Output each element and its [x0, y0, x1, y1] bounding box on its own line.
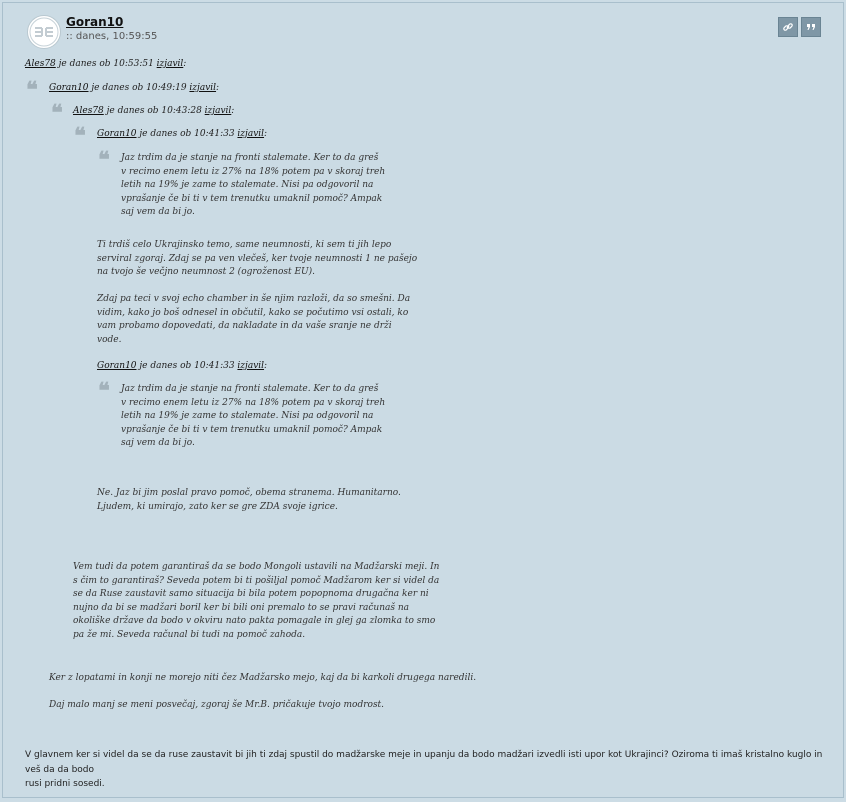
- quote-line: na tvojo še večjno neumnost 2 (ogroženost EU).: [97, 267, 316, 277]
- quote-line: pa že mi. Seveda računal bi tudi na pomoč zahoda.: [73, 629, 306, 640]
- citation-text: je danes ob 10:43:28: [103, 106, 205, 116]
- post-line: rusi pridni sosedi.: [25, 779, 105, 789]
- post-line: V glavnem ker si videl da se da ruse zaustavit bi jih ti zdaj spustil do madžarske meje in upanju da bodo madžari izvedli isti upor kot Ukrajinci? Oziroma ti imaš kristalno kuglo in veš da da bodo: [25, 750, 823, 775]
- quote-line: okoliške države da bodo v okviru nato pakta pomagale in glej ga zlomka to smo: [73, 616, 436, 626]
- post-body: [25, 748, 825, 792]
- citation-said-link[interactable]: izjavil: [156, 59, 184, 69]
- citation-said-link[interactable]: izjavil: [237, 129, 265, 139]
- quote-icon: [805, 21, 817, 33]
- quote-paragraph: [97, 239, 417, 280]
- quote-line: Ne. Jaz bi jim poslal pravo pomoč, obema stranema. Humanitarno.: [97, 488, 401, 498]
- link-icon: [782, 21, 794, 33]
- quote-author-link[interactable]: Goran10: [97, 361, 137, 371]
- quote-line: saj vem da bi jo.: [121, 207, 195, 217]
- quote-line: vam probamo dopovedati, da nakladate in da vaše sranje ne drži: [97, 321, 392, 331]
- citation-said-link[interactable]: izjavil: [204, 106, 232, 116]
- quote-line: vprašanje če bi ti v tem trenutku umaknil pomoč? Ampak: [121, 193, 383, 204]
- quote-button[interactable]: [801, 17, 821, 37]
- avatar-logo-icon: [29, 17, 59, 47]
- quote-line: Jaz trdim da je stanje na fronti stalemate. Ker to da greš: [121, 384, 379, 394]
- citation-colon: :: [216, 83, 220, 93]
- quote-body: [121, 383, 385, 451]
- quote-line: s čim to garantiraš? Seveda potem bi ti pošiljal pomoč Madžarom ker si videl da: [73, 575, 440, 586]
- quote-citation: [97, 361, 267, 371]
- forum-post: [2, 2, 844, 798]
- quote-author-link[interactable]: Goran10: [49, 83, 89, 93]
- quote-line: Vem tudi da potem garantiraš da se bodo Mongoli ustavili na Madžarski meji. In: [73, 562, 440, 572]
- quote-mark-icon: ❝: [26, 77, 38, 103]
- citation-colon: :: [183, 59, 187, 69]
- quote-line: Daj malo manj se meni posvečaj, zgoraj še Mr.B. pričakuje tvojo modrost.: [49, 700, 385, 710]
- quote-mark-icon: ❝: [51, 100, 63, 126]
- quote-line: vode.: [97, 334, 122, 345]
- quote-line: serviral zgoraj. Zdaj se pa ven vlečeš, ker tvoje neumnosti 1 ne pašejo: [97, 253, 418, 264]
- quote-body: [121, 152, 385, 220]
- quote-paragraph: [49, 672, 476, 686]
- citation-text: je danes ob 10:49:19: [88, 83, 190, 93]
- quote-line: nujno da bi se madžari boril ker bi bili oni premalo to se pravi računaš na: [73, 602, 410, 613]
- quote-line: se da Ruse zaustavit samo situacija bi bila potem popopnoma drugačna ker ni: [73, 589, 429, 599]
- quote-author-link[interactable]: Ales78: [25, 59, 56, 69]
- citation-text: je danes ob 10:41:33: [136, 129, 238, 139]
- quote-line: Ti trdiš celo Ukrajinsko temo, same neumnosti, ki sem ti jih lepo: [97, 240, 392, 250]
- avatar[interactable]: [27, 15, 61, 49]
- citation-colon: :: [264, 129, 268, 139]
- quote-line: saj vem da bi jo.: [121, 438, 195, 448]
- citation-colon: :: [264, 361, 268, 371]
- permalink-button[interactable]: [778, 17, 798, 37]
- citation-text: je danes ob 10:53:51: [55, 59, 157, 69]
- quote-citation: [97, 129, 267, 139]
- post-timestamp: :: danes, 10:59:55: [66, 31, 158, 42]
- quote-line: v recimo enem letu iz 27% na 18% potem pa v skoraj treh: [121, 166, 386, 177]
- quote-paragraph: [97, 487, 401, 514]
- quote-mark-icon: ❝: [98, 378, 110, 404]
- quote-mark-icon: ❝: [74, 123, 86, 149]
- quote-paragraph: [49, 699, 384, 713]
- quote-citation: [73, 106, 234, 116]
- citation-said-link[interactable]: izjavil: [237, 361, 265, 371]
- quote-author-link[interactable]: Ales78: [73, 106, 104, 116]
- citation-colon: :: [231, 106, 235, 116]
- quote-line: letih na 19% je zame to stalemate. Nisi pa odgovoril na: [121, 180, 374, 190]
- citation-said-link[interactable]: izjavil: [189, 83, 217, 93]
- citation-text: je danes ob 10:41:33: [136, 361, 238, 371]
- quote-line: Ljudem, ki umirajo, zato ker se gre ZDA svoje igrice.: [97, 501, 338, 512]
- quote-line: vidim, kako jo boš odnesel in občutil, kako se počutimo vsi ostali, ko: [97, 307, 409, 318]
- quote-line: letih na 19% je zame to stalemate. Nisi pa odgovoril na: [121, 411, 374, 421]
- quote-paragraph: [73, 561, 439, 642]
- quote-author-link[interactable]: Goran10: [97, 129, 137, 139]
- quote-citation: [49, 83, 219, 93]
- quote-line: vprašanje če bi ti v tem trenutku umaknil pomoč? Ampak: [121, 424, 383, 435]
- quote-citation: [25, 59, 186, 69]
- quote-paragraph: [97, 293, 410, 347]
- quote-mark-icon: ❝: [98, 147, 110, 173]
- quote-line: Ker z lopatami in konji ne morejo niti čez Madžarsko mejo, kaj da bi karkoli drugega naredili.: [49, 673, 477, 683]
- post-author-link[interactable]: Goran10: [66, 15, 124, 29]
- quote-line: Jaz trdim da je stanje na fronti stalemate. Ker to da greš: [121, 153, 379, 163]
- quote-line: Zdaj pa teci v svoj echo chamber in še njim razloži, da so smešni. Da: [97, 294, 411, 304]
- quote-line: v recimo enem letu iz 27% na 18% potem pa v skoraj treh: [121, 397, 386, 408]
